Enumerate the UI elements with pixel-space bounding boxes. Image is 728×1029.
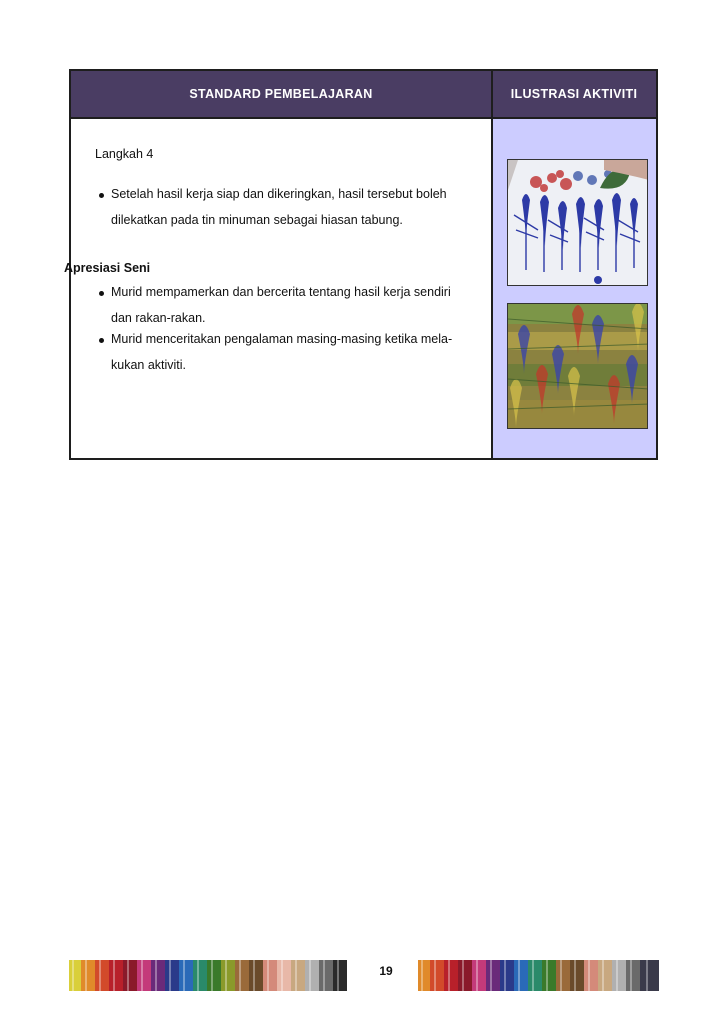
- bullet-icon: [99, 193, 104, 198]
- header-standard-pembelajaran: STANDARD PEMBELAJARAN: [189, 87, 373, 101]
- bullet2-line1: Murid mempamerkan dan bercerita tentang hasil kerja sendiri: [111, 285, 451, 299]
- page-number: 19: [379, 964, 393, 978]
- step-label: Langkah 4: [95, 147, 154, 161]
- section-title: Apresiasi Seni: [64, 261, 151, 275]
- header-ilustrasi-aktiviti: ILUSTRASI AKTIVITI: [510, 87, 638, 101]
- bullet-icon: [99, 338, 104, 343]
- table-header: [71, 71, 656, 119]
- bullet2-line2: dan rakan-rakan.: [111, 311, 206, 325]
- bullet3-line2: kukan aktiviti.: [111, 358, 187, 372]
- pencil-strip-left: [69, 958, 353, 991]
- leaf-print-collage-photo: [507, 303, 648, 429]
- bullet-icon: [99, 291, 104, 296]
- pencil-strip-right: [418, 958, 659, 991]
- step-bullet-line1: Setelah hasil kerja siap dan dikeringkan, hasil tersebut boleh: [111, 187, 447, 201]
- bullet3-line1: Murid menceritakan pengalaman masing-masing ketika mela-: [111, 332, 453, 346]
- lesson-table: [64, 69, 658, 460]
- leaf-print-photo: [507, 159, 648, 286]
- step-bullet-line2: dilekatkan pada tin minuman sebagai hiasan tabung.: [111, 213, 403, 227]
